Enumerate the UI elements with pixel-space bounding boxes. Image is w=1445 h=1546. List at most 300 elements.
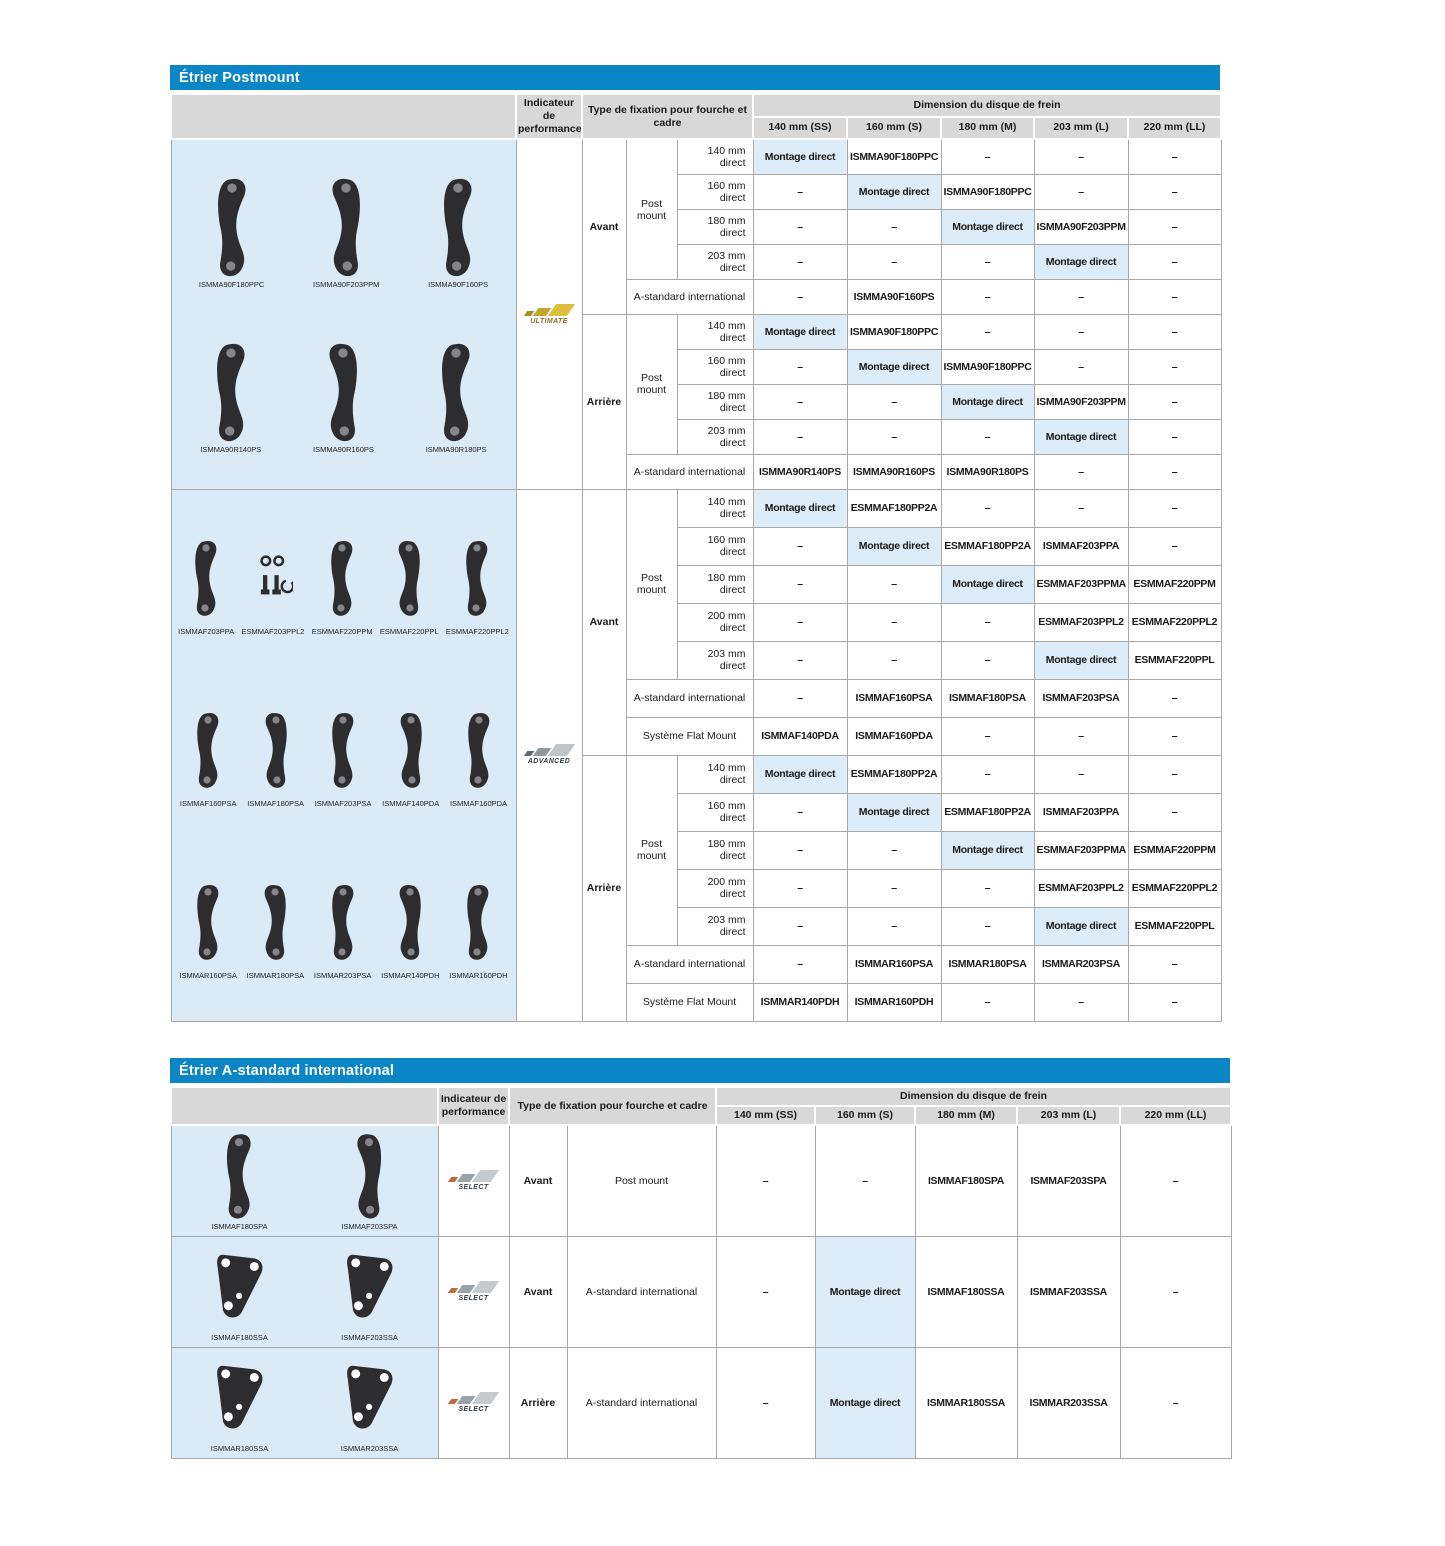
product-image-row bbox=[175, 530, 513, 637]
compat-cell: – bbox=[847, 603, 941, 641]
compat-cell: – bbox=[753, 641, 847, 679]
compat-cell: – bbox=[753, 603, 847, 641]
product-code: ESMMAF220PPL2 bbox=[445, 627, 509, 637]
disc-size-row-label: 140 mm direct bbox=[677, 314, 753, 349]
astandard-grid bbox=[170, 1086, 1232, 1459]
ultimate-logo-icon bbox=[519, 304, 580, 326]
adapter-photo-bracket bbox=[459, 702, 499, 798]
compat-cell: – bbox=[1034, 983, 1128, 1021]
fixation-row-label: A-standard international bbox=[626, 279, 753, 314]
product-images-cell bbox=[171, 1125, 438, 1236]
product-code: ISMMAR203PSA bbox=[313, 970, 372, 980]
product-images-cell bbox=[171, 139, 516, 489]
compat-cell: ESMMAF180PP2A bbox=[847, 755, 941, 793]
product-code: ISMMAF203SPA bbox=[341, 1222, 398, 1231]
compat-cell: – bbox=[1128, 174, 1221, 209]
disc-size-header: 220 mm (LL) bbox=[1120, 1106, 1231, 1125]
compat-cell: – bbox=[1034, 174, 1128, 209]
compat-cell: ESMMAF180PP2A bbox=[941, 793, 1034, 831]
product-figure bbox=[199, 175, 264, 290]
product-figure bbox=[313, 175, 379, 290]
compat-cell: ESMMAF203PPMA bbox=[1034, 831, 1128, 869]
fixation-row-label: A-standard international bbox=[626, 454, 753, 489]
disc-size-header: 180 mm (M) bbox=[915, 1106, 1017, 1125]
disc-size-row-label: 200 mm direct bbox=[677, 869, 753, 907]
compat-cell: ESMMAF203PPL2 bbox=[1034, 869, 1128, 907]
adapter-photo-bracket bbox=[389, 530, 429, 626]
product-figure bbox=[382, 702, 439, 809]
compat-cell: Montage direct bbox=[941, 384, 1034, 419]
compat-cell: ISMMAF140PDA bbox=[753, 717, 847, 755]
product-image-panel bbox=[175, 1353, 435, 1453]
product-figure bbox=[211, 1353, 269, 1454]
product-figure bbox=[314, 874, 372, 981]
compat-cell: – bbox=[941, 279, 1034, 314]
disc-size-row-label: 200 mm direct bbox=[677, 603, 753, 641]
adapter-photo-bracket bbox=[315, 340, 371, 444]
compat-cell: ISMMA90F203PPM bbox=[1034, 209, 1128, 244]
compat-cell: ISMMA90F180PPC bbox=[941, 174, 1034, 209]
side-label: Arrière bbox=[582, 314, 626, 489]
adapter-photo-bracket bbox=[186, 530, 226, 626]
disc-size-header: 140 mm (SS) bbox=[716, 1106, 815, 1125]
disc-size-header: 203 mm (L) bbox=[1034, 117, 1128, 140]
compat-cell: – bbox=[941, 419, 1034, 454]
table-row bbox=[171, 1347, 1231, 1458]
compat-cell: Montage direct bbox=[941, 209, 1034, 244]
compat-cell: Montage direct bbox=[815, 1236, 915, 1347]
adapter-photo-plate bbox=[215, 1242, 265, 1332]
compat-cell: – bbox=[753, 527, 847, 565]
disc-size-row-label: 203 mm direct bbox=[677, 419, 753, 454]
mount-type-label: Post mount bbox=[626, 755, 677, 945]
product-code: ISMMAF180SPA bbox=[211, 1222, 268, 1231]
product-figure bbox=[180, 702, 237, 809]
postmount-grid bbox=[170, 93, 1222, 1022]
select-logo-word: SELECT bbox=[458, 1405, 489, 1413]
compat-cell: – bbox=[1128, 209, 1221, 244]
adapter-photo-bracket bbox=[255, 874, 295, 970]
performance-indicator-cell bbox=[438, 1347, 509, 1458]
compat-cell: – bbox=[941, 314, 1034, 349]
compat-cell: Montage direct bbox=[753, 755, 847, 793]
select-logo-icon bbox=[441, 1392, 507, 1414]
product-figure bbox=[178, 530, 234, 637]
compat-cell: – bbox=[1120, 1236, 1231, 1347]
product-code: ISMMA90F160PS bbox=[428, 279, 489, 289]
product-figure bbox=[312, 530, 373, 637]
compat-cell: – bbox=[1128, 384, 1221, 419]
product-code: ISMMAF160PSA bbox=[179, 799, 237, 809]
compat-cell: – bbox=[716, 1125, 815, 1236]
mount-type-label: Post mount bbox=[626, 314, 677, 454]
compat-cell: – bbox=[1034, 454, 1128, 489]
adapter-photo-plate bbox=[345, 1242, 395, 1332]
compat-cell: ISMMA90R140PS bbox=[753, 454, 847, 489]
select-logo-word: SELECT bbox=[458, 1183, 489, 1191]
disc-size-header: 160 mm (S) bbox=[815, 1106, 915, 1125]
fixation-row-label: A-standard international bbox=[567, 1236, 716, 1347]
compat-cell: – bbox=[941, 603, 1034, 641]
side-label: Arrière bbox=[582, 755, 626, 1021]
compat-cell: – bbox=[941, 244, 1034, 279]
disc-size-row-label: 160 mm direct bbox=[677, 174, 753, 209]
product-code: ESMMAF220PPL bbox=[379, 627, 439, 637]
adapter-photo-bracket bbox=[428, 340, 484, 444]
adapter-photo-bracket bbox=[322, 530, 362, 626]
compat-cell: Montage direct bbox=[753, 489, 847, 527]
compat-cell: – bbox=[1128, 314, 1221, 349]
disc-size-row-label: 203 mm direct bbox=[677, 907, 753, 945]
product-code: ISMMAR160PSA bbox=[179, 970, 237, 980]
postmount-title-bar bbox=[170, 65, 1220, 90]
compat-cell: ISMMA90F180PPC bbox=[847, 314, 941, 349]
compat-cell: Montage direct bbox=[753, 314, 847, 349]
adapter-photo-bracket bbox=[457, 530, 497, 626]
product-image-panel bbox=[175, 150, 513, 480]
disc-size-row-label: 203 mm direct bbox=[677, 641, 753, 679]
disc-size-row-label: 203 mm direct bbox=[677, 244, 753, 279]
performance-indicator-cell bbox=[516, 139, 582, 489]
compat-cell: – bbox=[1128, 793, 1221, 831]
compat-cell: – bbox=[1128, 489, 1221, 527]
compat-cell: ISMMAF180PSA bbox=[941, 679, 1034, 717]
compat-cell: ISMMA90R160PS bbox=[847, 454, 941, 489]
compat-cell: ISMMA90F180PPC bbox=[941, 349, 1034, 384]
compat-cell: – bbox=[753, 945, 847, 983]
adapter-photo-bracket bbox=[323, 874, 363, 970]
compat-cell: ESMMAF220PPL bbox=[1128, 907, 1221, 945]
mount-type-label: Post mount bbox=[626, 139, 677, 279]
product-figure bbox=[428, 175, 488, 290]
images-header-blank bbox=[171, 1087, 438, 1125]
compat-cell: – bbox=[1034, 755, 1128, 793]
adapter-photo-plate bbox=[345, 1353, 395, 1443]
select-logo-icon bbox=[441, 1281, 507, 1303]
compat-cell: – bbox=[753, 679, 847, 717]
compat-cell: – bbox=[941, 641, 1034, 679]
product-images-cell bbox=[171, 489, 516, 1021]
product-figure bbox=[211, 1242, 268, 1343]
advanced-logo-bars-icon bbox=[523, 744, 574, 756]
compat-cell: Montage direct bbox=[1034, 419, 1128, 454]
compat-cell: ISMMAF203SSA bbox=[1017, 1236, 1120, 1347]
compat-cell: Montage direct bbox=[847, 527, 941, 565]
compat-cell: ISMMAF160PDA bbox=[847, 717, 941, 755]
compat-cell: – bbox=[753, 244, 847, 279]
compat-cell: ESMMAF203PPL2 bbox=[1034, 603, 1128, 641]
compat-cell: – bbox=[1034, 489, 1128, 527]
product-code: ISMMA90F203PPM bbox=[313, 279, 380, 289]
compat-cell: – bbox=[1128, 679, 1221, 717]
disc-size-header: 180 mm (M) bbox=[941, 117, 1034, 140]
product-figure bbox=[247, 702, 304, 809]
table-row bbox=[171, 1236, 1231, 1347]
compat-cell: ESMMAF220PPL bbox=[1128, 641, 1221, 679]
product-figure bbox=[380, 530, 439, 637]
select-logo-bars-icon bbox=[448, 1170, 499, 1182]
ultimate-logo-bars-icon bbox=[523, 304, 574, 316]
compat-cell: ESMMAF203PPMA bbox=[1034, 565, 1128, 603]
select-logo-icon bbox=[441, 1170, 507, 1192]
compat-cell: Montage direct bbox=[1034, 244, 1128, 279]
product-code: ISMMAF180PSA bbox=[247, 799, 304, 809]
adapter-photo-bracket bbox=[214, 1131, 264, 1221]
compat-cell: Montage direct bbox=[815, 1347, 915, 1458]
compat-cell: – bbox=[1128, 244, 1221, 279]
adapter-photo-bracket bbox=[390, 874, 430, 970]
compat-cell: ISMMAF203SPA bbox=[1017, 1125, 1120, 1236]
product-figure bbox=[247, 874, 305, 981]
compat-cell: – bbox=[1128, 983, 1221, 1021]
product-images-cell bbox=[171, 1236, 438, 1347]
product-code: ISMMA90R140PS bbox=[200, 444, 262, 454]
adapter-photo-kit bbox=[253, 530, 293, 626]
compat-cell: – bbox=[1120, 1125, 1231, 1236]
adapter-photo-bracket bbox=[344, 1131, 394, 1221]
disc-size-row-label: 180 mm direct bbox=[677, 831, 753, 869]
adapter-photo-bracket bbox=[188, 874, 228, 970]
compat-cell: – bbox=[847, 384, 941, 419]
compat-cell: ISMMAF160PSA bbox=[847, 679, 941, 717]
compat-cell: – bbox=[753, 831, 847, 869]
disc-size-header: 203 mm (L) bbox=[1017, 1106, 1120, 1125]
compat-cell: – bbox=[753, 279, 847, 314]
product-image-row bbox=[175, 1242, 435, 1343]
compat-cell: Montage direct bbox=[1034, 907, 1128, 945]
disc-size-row-label: 140 mm direct bbox=[677, 489, 753, 527]
compat-cell: – bbox=[753, 419, 847, 454]
compat-cell: ESMMAF220PPM bbox=[1128, 831, 1221, 869]
side-label: Avant bbox=[582, 489, 626, 755]
compat-cell: ISMMA90F203PPM bbox=[1034, 384, 1128, 419]
disc-size-row-label: 160 mm direct bbox=[677, 793, 753, 831]
product-figure bbox=[341, 1131, 397, 1232]
product-code: ISMMA90F180PPC bbox=[198, 279, 265, 289]
fixation-header: Type de fixation pour fourche et cadre bbox=[582, 94, 753, 139]
postmount-title: Étrier Postmount bbox=[179, 69, 300, 86]
product-figure bbox=[341, 1242, 398, 1343]
compat-cell: – bbox=[1128, 755, 1221, 793]
product-figure bbox=[315, 702, 372, 809]
product-image-row bbox=[175, 340, 513, 455]
product-image-row bbox=[175, 702, 513, 809]
disc-size-row-label: 180 mm direct bbox=[677, 209, 753, 244]
compat-cell: Montage direct bbox=[847, 793, 941, 831]
compat-cell: ESMMAF220PPM bbox=[1128, 565, 1221, 603]
compat-cell: – bbox=[1034, 139, 1128, 174]
advanced-logo-word: ADVANCED bbox=[527, 758, 571, 766]
compat-cell: – bbox=[941, 869, 1034, 907]
product-figure bbox=[341, 1353, 399, 1454]
compat-cell: – bbox=[847, 831, 941, 869]
compat-cell: – bbox=[753, 349, 847, 384]
product-code: ISMMAR180PSA bbox=[246, 970, 305, 980]
compat-cell: ISMMA90F160PS bbox=[847, 279, 941, 314]
fixation-row-label: Système Flat Mount bbox=[626, 983, 753, 1021]
compat-cell: – bbox=[847, 565, 941, 603]
astandard-title: Étrier A-standard international bbox=[179, 1062, 395, 1079]
fixation-row-label: A-standard international bbox=[626, 679, 753, 717]
compat-cell: Montage direct bbox=[847, 174, 941, 209]
product-code: ISMMAR160PDH bbox=[449, 970, 508, 980]
product-figure bbox=[450, 702, 507, 809]
compat-cell: ISMMAR160PSA bbox=[847, 945, 941, 983]
performance-header: Indicateur de performance bbox=[516, 94, 582, 139]
compat-cell: ISMMAR180PSA bbox=[941, 945, 1034, 983]
table-row bbox=[171, 489, 1221, 527]
compat-cell: – bbox=[847, 641, 941, 679]
compat-cell: – bbox=[753, 384, 847, 419]
product-code: ISMMA90R180PS bbox=[425, 444, 487, 454]
compat-cell: – bbox=[753, 907, 847, 945]
compat-cell: – bbox=[941, 489, 1034, 527]
product-code: ESMMAF203PPL2 bbox=[241, 627, 305, 637]
side-label: Avant bbox=[509, 1125, 567, 1236]
compat-cell: – bbox=[815, 1125, 915, 1236]
images-header-blank bbox=[171, 94, 516, 139]
compat-cell: – bbox=[847, 244, 941, 279]
disc-size-header: 160 mm (S) bbox=[847, 117, 941, 140]
compat-cell: – bbox=[716, 1236, 815, 1347]
product-code: ISMMAF203PSA bbox=[314, 799, 372, 809]
adapter-photo-bracket bbox=[203, 340, 259, 444]
product-figure bbox=[313, 340, 374, 455]
compat-cell: – bbox=[847, 209, 941, 244]
compat-cell: ESMMAF180PP2A bbox=[847, 489, 941, 527]
product-figure bbox=[446, 530, 509, 637]
performance-indicator-cell bbox=[438, 1236, 509, 1347]
product-image-row bbox=[175, 874, 513, 981]
product-code: ISMMAF203PPA bbox=[178, 627, 235, 637]
adapter-photo-bracket bbox=[458, 874, 498, 970]
compat-cell: Montage direct bbox=[753, 139, 847, 174]
fixation-row-label: Post mount bbox=[567, 1125, 716, 1236]
compat-cell: Montage direct bbox=[847, 349, 941, 384]
adapter-photo-bracket bbox=[256, 702, 296, 798]
compat-cell: Montage direct bbox=[941, 831, 1034, 869]
compat-cell: – bbox=[1128, 349, 1221, 384]
product-code: ISMMAR140PDH bbox=[381, 970, 440, 980]
disc-size-row-label: 160 mm direct bbox=[677, 527, 753, 565]
compat-cell: – bbox=[941, 907, 1034, 945]
adapter-photo-bracket bbox=[323, 702, 363, 798]
postmount-table-section bbox=[170, 65, 1220, 1022]
compat-cell: ESMMAF220PPL2 bbox=[1128, 603, 1221, 641]
astandard-table-section bbox=[170, 1058, 1230, 1459]
side-label: Arrière bbox=[509, 1347, 567, 1458]
compat-cell: – bbox=[753, 209, 847, 244]
product-image-panel bbox=[175, 1242, 435, 1342]
compat-cell: ISMMAR160PDH bbox=[847, 983, 941, 1021]
compat-cell: – bbox=[1034, 717, 1128, 755]
disc-size-header: 140 mm (SS) bbox=[753, 117, 847, 140]
performance-indicator-cell bbox=[438, 1125, 509, 1236]
adapter-photo-plate bbox=[215, 1353, 265, 1443]
compat-cell: ISMMA90F180PPC bbox=[847, 139, 941, 174]
product-images-cell bbox=[171, 1347, 438, 1458]
adapter-photo-bracket bbox=[391, 702, 431, 798]
compat-cell: – bbox=[1128, 527, 1221, 565]
select-logo-bars-icon bbox=[448, 1392, 499, 1404]
compat-cell: – bbox=[847, 869, 941, 907]
compat-cell: Montage direct bbox=[1034, 641, 1128, 679]
disc-size-row-label: 180 mm direct bbox=[677, 384, 753, 419]
disc-size-row-label: 140 mm direct bbox=[677, 139, 753, 174]
compat-cell: – bbox=[1128, 139, 1221, 174]
table-row bbox=[171, 139, 1221, 174]
advanced-logo-icon bbox=[519, 744, 580, 766]
compat-cell: – bbox=[1128, 454, 1221, 489]
mount-type-label: Post mount bbox=[626, 489, 677, 679]
product-code: ISMMAR203SSA bbox=[340, 1443, 399, 1453]
compat-cell: ISMMAF203PPA bbox=[1034, 793, 1128, 831]
adapter-photo-bracket bbox=[188, 702, 228, 798]
select-logo-word: SELECT bbox=[458, 1294, 489, 1302]
compat-cell: ISMMAF180SSA bbox=[915, 1236, 1017, 1347]
side-label: Avant bbox=[509, 1236, 567, 1347]
product-image-row bbox=[175, 1353, 435, 1454]
compat-cell: – bbox=[941, 983, 1034, 1021]
disc-size-row-label: 140 mm direct bbox=[677, 755, 753, 793]
fixation-header: Type de fixation pour fourche et cadre bbox=[509, 1087, 716, 1125]
compat-cell: – bbox=[941, 139, 1034, 174]
product-image-panel bbox=[175, 498, 513, 1013]
compat-cell: ISMMAR180SSA bbox=[915, 1347, 1017, 1458]
product-code: ISMMAF203SSA bbox=[341, 1332, 398, 1342]
adapter-photo-bracket bbox=[318, 175, 374, 279]
compat-cell: ESMMAF180PP2A bbox=[941, 527, 1034, 565]
compat-cell: – bbox=[753, 174, 847, 209]
product-figure bbox=[200, 340, 261, 455]
fixation-row-label: A-standard international bbox=[626, 945, 753, 983]
compat-cell: – bbox=[1034, 314, 1128, 349]
disc-size-header: 220 mm (LL) bbox=[1128, 117, 1221, 140]
product-image-panel bbox=[175, 1131, 435, 1231]
compat-cell: ISMMAR203PSA bbox=[1034, 945, 1128, 983]
adapter-photo-bracket bbox=[204, 175, 260, 279]
ultimate-logo-word: ULTIMATE bbox=[530, 317, 568, 325]
compat-cell: – bbox=[847, 419, 941, 454]
compat-cell: ISMMAF180SPA bbox=[915, 1125, 1017, 1236]
performance-indicator-cell bbox=[516, 489, 582, 1021]
compat-cell: – bbox=[716, 1347, 815, 1458]
product-code: ESMMAF220PPM bbox=[311, 627, 373, 637]
compat-cell: ISMMA90R180PS bbox=[941, 454, 1034, 489]
compat-cell: – bbox=[753, 869, 847, 907]
compat-cell: ISMMAR140PDH bbox=[753, 983, 847, 1021]
compat-cell: ISMMAF203PSA bbox=[1034, 679, 1128, 717]
adapter-photo-bracket bbox=[430, 175, 486, 279]
product-figure bbox=[242, 530, 305, 637]
product-code: ISMMA90R160PS bbox=[313, 444, 374, 454]
disc-dimension-header: Dimension du disque de frein bbox=[716, 1087, 1231, 1106]
astandard-title-bar bbox=[170, 1058, 1230, 1083]
side-label: Avant bbox=[582, 139, 626, 314]
product-figure bbox=[426, 340, 487, 455]
fixation-row-label: A-standard international bbox=[567, 1347, 716, 1458]
compat-cell: – bbox=[753, 793, 847, 831]
disc-size-row-label: 160 mm direct bbox=[677, 349, 753, 384]
product-figure bbox=[179, 874, 237, 981]
compat-cell: – bbox=[1128, 945, 1221, 983]
product-figure bbox=[381, 874, 439, 981]
compat-cell: – bbox=[1034, 279, 1128, 314]
compat-cell: – bbox=[847, 907, 941, 945]
compat-cell: – bbox=[1128, 419, 1221, 454]
compat-cell: – bbox=[1120, 1347, 1231, 1458]
product-code: ISMMAF160PDA bbox=[449, 799, 508, 809]
